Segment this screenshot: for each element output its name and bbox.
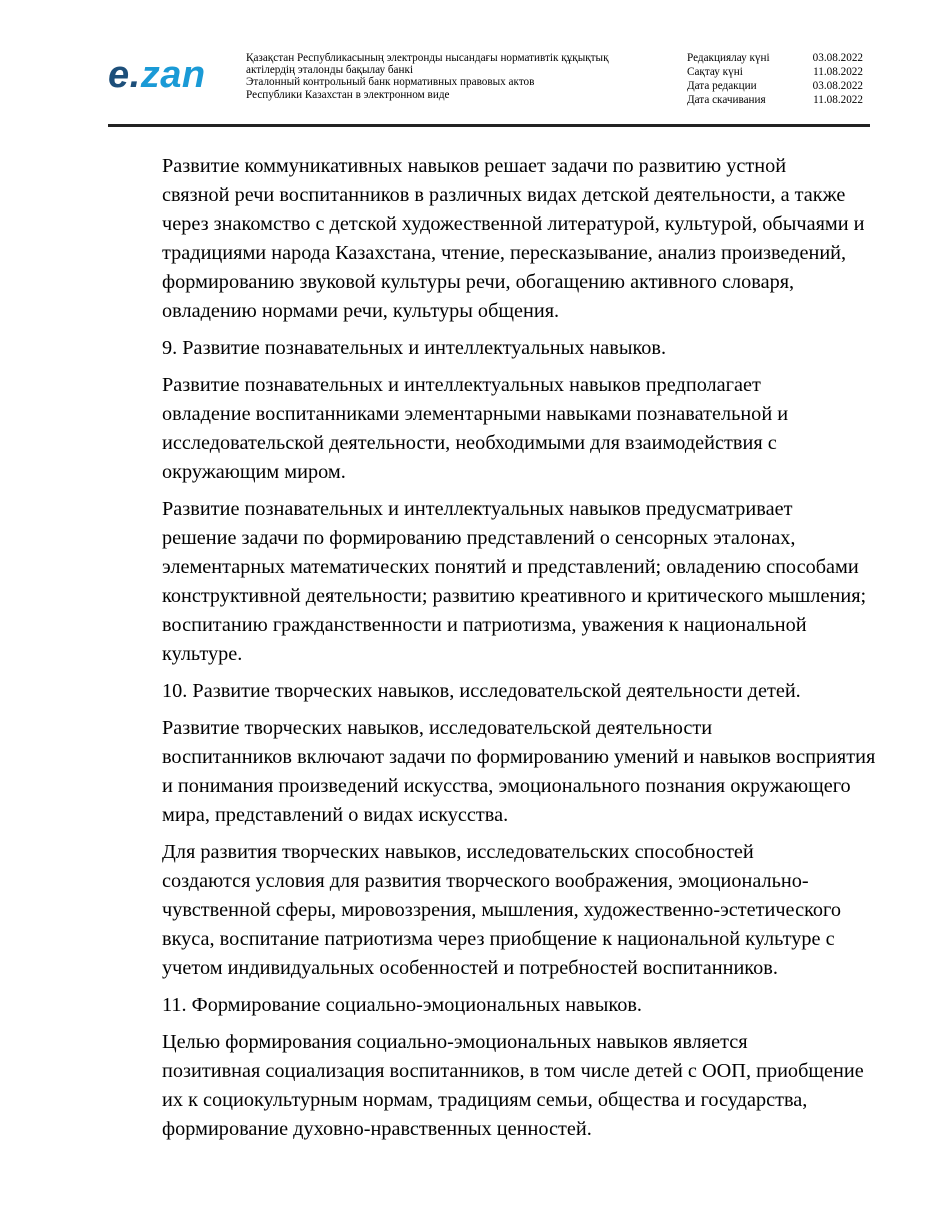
header-divider [108,124,870,127]
paragraph-cognitive-tasks [108,495,868,669]
text-line: и понимания произведений искусства, эмоционального познания окружающего [162,775,851,797]
text-line: через знакомство с детской художественной литературой, культурой, обычаями и [162,213,865,235]
paragraph-creative-conditions [108,838,868,983]
section-heading-10 [108,677,868,706]
text-line: учетом индивидуальных особенностей и потребностей воспитанников. [162,957,778,979]
text-line: Развитие познавательных и интеллектуальных навыков предусматривает [162,498,793,520]
section-heading-11 [108,991,868,1020]
text-line: 10. Развитие творческих навыков, исследовательской деятельности детей. [162,680,801,702]
page-header [0,0,935,130]
paragraph-creative-skills [108,714,876,830]
text-line: формирование духовно-нравственных ценностей. [162,1118,592,1140]
meta-row-edit-date-ru [687,79,863,93]
text-line: окружающим миром. [162,461,346,483]
meta-label: Редакциялау күні [687,52,770,64]
text-line: Целью формирования социально-эмоциональных навыков является [162,1031,748,1053]
text-line: Развитие творческих навыков, исследовательской деятельности [162,717,713,739]
text-line: Развитие коммуникативных навыков решает задачи по развитию устной [162,155,787,177]
meta-value: 11.08.2022 [813,94,863,106]
org-line: Эталонный контрольный банк нормативных правовых актов [246,76,535,89]
meta-value: 03.08.2022 [812,80,863,92]
text-line: их к социокультурным нормам, традициям семьи, общества и государства, [162,1089,808,1111]
org-line: Қазақстан Республикасының электронды нысандағы нормативтік құқықтық [246,52,609,64]
text-line: решение задачи по формированию представлений о сенсорных эталонах, [162,527,796,549]
text-line: элементарных математических понятий и представлений; овладению способами [162,556,859,578]
text-line: культуре. [162,643,243,665]
text-line: позитивная социализация воспитанников, в том числе детей с ООП, приобщение [162,1060,864,1082]
paragraph-communication-skills [108,152,868,326]
org-line: актілердің эталонды бақылау банкі [246,64,414,77]
text-line: связной речи воспитанников в различных видах детской деятельности, а также [162,184,846,206]
logo-dot: . [129,54,141,96]
org-line: Республики Казахстан в электронном виде [246,88,450,101]
text-line: воспитанников включают задачи по формированию умений и навыков восприятия [162,746,876,768]
meta-row-download-date-ru [687,93,863,107]
text-line: традициями народа Казахстана, чтение, пересказывание, анализ произведений, [162,242,847,264]
document-dates [687,51,863,107]
logo-e: e [108,54,130,96]
meta-label: Дата скачивания [687,94,766,106]
text-line: исследовательской деятельности, необходимыми для взаимодействия с [162,432,777,454]
text-line: овладению нормами речи, культуры общения. [162,300,560,322]
text-line: Для развития творческих навыков, исследовательских способностей [162,841,754,863]
text-line: воспитанию гражданственности и патриотизма, уважения к национальной [162,614,807,636]
text-line: Развитие познавательных и интеллектуальных навыков предполагает [162,374,761,396]
meta-label: Сақтау күні [687,66,743,78]
ezan-logo [108,55,206,95]
text-line: 11. Формирование социально-эмоциональных навыков. [162,994,642,1016]
text-line: формированию звуковой культуры речи, обогащению активного словаря, [162,271,795,293]
meta-row-save-date-kz [687,65,863,79]
paragraph-social-emotional [108,1028,868,1144]
section-heading-9 [108,334,868,363]
meta-value: 03.08.2022 [812,52,863,64]
organization-info [246,52,666,101]
text-line: создаются условия для развития творческого воображения, эмоционально- [162,870,809,892]
meta-value: 11.08.2022 [813,66,863,78]
text-line: 9. Развитие познавательных и интеллектуальных навыков. [162,337,667,359]
document-body [108,152,876,1152]
text-line: овладение воспитанниками элементарными навыками познавательной и [162,403,789,425]
text-line: вкуса, воспитание патриотизма через приобщение к национальной культуре с [162,928,835,950]
text-line: чувственной сферы, мировоззрения, мышления, художественно-эстетического [162,899,841,921]
text-line: мира, представлений о видах искусства. [162,804,509,826]
logo-zan: zan [140,54,206,96]
paragraph-cognitive-skills [108,371,868,487]
meta-label: Дата редакции [687,80,757,92]
text-line: конструктивной деятельности; развитию креативного и критического мышления; [162,585,867,607]
meta-row-edit-date-kz [687,51,863,65]
